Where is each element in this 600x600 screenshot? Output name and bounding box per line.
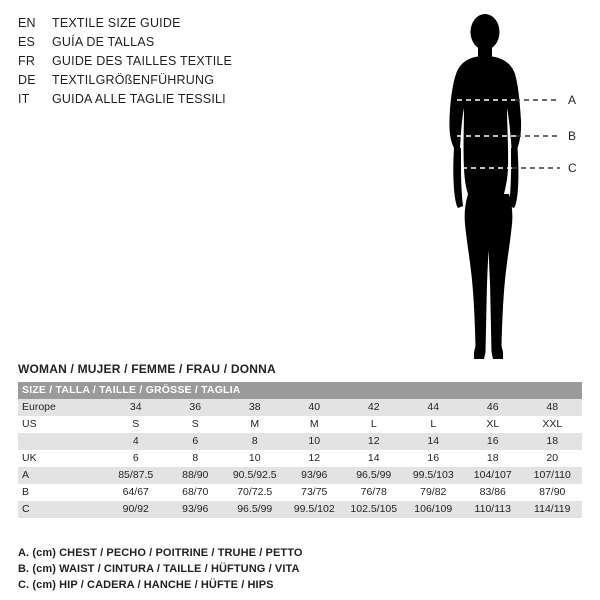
language-code-es: ES (18, 35, 36, 49)
cell-usnum-6: 16 (486, 435, 499, 447)
language-row-de (18, 71, 318, 90)
table-header-label: SIZE / TALLA / TAILLE / GRÖSSE / TAGLIA (22, 384, 241, 396)
language-text-es: GUÍA DE TALLAS (52, 35, 155, 49)
cell-a-6: 104/107 (473, 469, 512, 481)
cell-a-4: 96.5/99 (356, 469, 392, 481)
cell-uk-6: 18 (486, 452, 499, 464)
table-row (18, 450, 582, 467)
cell-uk-2: 10 (248, 452, 261, 464)
note-chest: A. (cm) CHEST / PECHO / POITRINE / TRUHE / PETTO (18, 547, 303, 559)
cell-europe-6: 46 (486, 401, 499, 413)
measure-label-c: C (568, 161, 577, 175)
cell-us-3: M (309, 418, 319, 430)
female-silhouette-figure (420, 8, 590, 368)
cell-usnum-4: 12 (367, 435, 380, 447)
cell-us-2: M (250, 418, 260, 430)
cell-usnum-0: 4 (132, 435, 139, 447)
cell-us-1: S (191, 418, 199, 430)
cell-b-6: 83/86 (479, 486, 506, 498)
table-row (18, 501, 582, 518)
language-text-fr: GUIDE DES TAILLES TEXTILE (52, 54, 233, 68)
cell-a-1: 88/90 (182, 469, 209, 481)
cell-b-4: 76/78 (360, 486, 387, 498)
cell-europe-7: 48 (546, 401, 559, 413)
cell-usnum-7: 18 (546, 435, 559, 447)
language-text-en: TEXTILE SIZE GUIDE (52, 16, 181, 30)
table-row (18, 484, 582, 501)
language-row-en (18, 14, 318, 33)
cell-uk-5: 16 (427, 452, 440, 464)
language-row-fr (18, 52, 318, 71)
cell-us-5: L (430, 418, 437, 430)
language-code-en: EN (18, 16, 36, 30)
cell-europe-5: 44 (427, 401, 440, 413)
cell-c-4: 102.5/105 (350, 503, 398, 515)
table-row (18, 467, 582, 484)
language-text-de: TEXTILGRÖßENFÜHRUNG (52, 73, 215, 87)
table-row (18, 399, 582, 416)
cell-c-3: 99.5/102 (293, 503, 335, 515)
cell-uk-1: 8 (192, 452, 199, 464)
cell-usnum-3: 10 (308, 435, 321, 447)
cell-b-5: 79/82 (420, 486, 447, 498)
cell-europe-2: 38 (248, 401, 261, 413)
cell-us-4: L (370, 418, 377, 430)
table-header-row (18, 382, 582, 399)
cell-europe-3: 40 (308, 401, 321, 413)
language-row-it (18, 90, 318, 109)
language-header-block (18, 14, 318, 109)
language-code-de: DE (18, 73, 36, 87)
cell-a-5: 99.5/103 (412, 469, 454, 481)
cell-b-0: 64/67 (122, 486, 149, 498)
cell-us-6: XL (486, 418, 500, 430)
cell-uk-4: 14 (367, 452, 380, 464)
cell-uk-7: 20 (546, 452, 559, 464)
cell-c-1: 93/96 (182, 503, 209, 515)
section-title-woman: WOMAN / MUJER / FEMME / FRAU / DONNA (18, 362, 276, 376)
cell-b-2: 70/72.5 (237, 486, 273, 498)
cell-c-2: 96.5/99 (237, 503, 273, 515)
measure-label-a: A (568, 93, 577, 107)
cell-b-7: 87/90 (539, 486, 566, 498)
language-text-it: GUIDA ALLE TAGLIE TESSILI (52, 92, 226, 106)
row-label-c: C (22, 503, 30, 515)
cell-c-6: 110/113 (474, 503, 511, 515)
note-hip: C. (cm) HIP / CADERA / HANCHE / HÜFTE / HIPS (18, 579, 274, 591)
note-waist: B. (cm) WAIST / CINTURA / TAILLE / HÜFTUNG / VITA (18, 563, 300, 575)
cell-a-7: 107/110 (533, 469, 571, 481)
cell-europe-1: 36 (189, 401, 202, 413)
cell-uk-3: 12 (308, 452, 321, 464)
cell-a-2: 90.5/92.5 (232, 469, 277, 481)
table-row (18, 433, 582, 450)
language-code-fr: FR (18, 54, 36, 68)
row-label-a: A (22, 469, 30, 481)
cell-europe-4: 42 (367, 401, 380, 413)
measure-label-b: B (568, 129, 577, 143)
row-label-b: B (22, 486, 30, 498)
cell-uk-0: 6 (132, 452, 139, 464)
cell-b-1: 68/70 (182, 486, 209, 498)
cell-usnum-5: 14 (427, 435, 440, 447)
cell-usnum-1: 6 (192, 435, 199, 447)
language-code-it: IT (18, 92, 30, 106)
row-label-uk: UK (22, 452, 37, 464)
cell-europe-0: 34 (129, 401, 142, 413)
cell-c-0: 90/92 (122, 503, 149, 515)
cell-us-0: S (132, 418, 140, 430)
cell-a-0: 85/87.5 (118, 469, 154, 481)
size-table (18, 382, 582, 518)
row-label-us: US (22, 418, 37, 430)
cell-us-7: XXL (542, 418, 563, 430)
silhouette-icon (420, 8, 590, 368)
measurement-notes (18, 545, 578, 593)
row-label-europe: Europe (22, 401, 56, 413)
cell-c-7: 114/119 (534, 503, 571, 515)
cell-c-5: 106/109 (414, 503, 453, 515)
table-row (18, 416, 582, 433)
cell-a-3: 93/96 (301, 469, 328, 481)
cell-b-3: 73/75 (301, 486, 328, 498)
cell-usnum-2: 8 (251, 435, 258, 447)
language-row-es (18, 33, 318, 52)
